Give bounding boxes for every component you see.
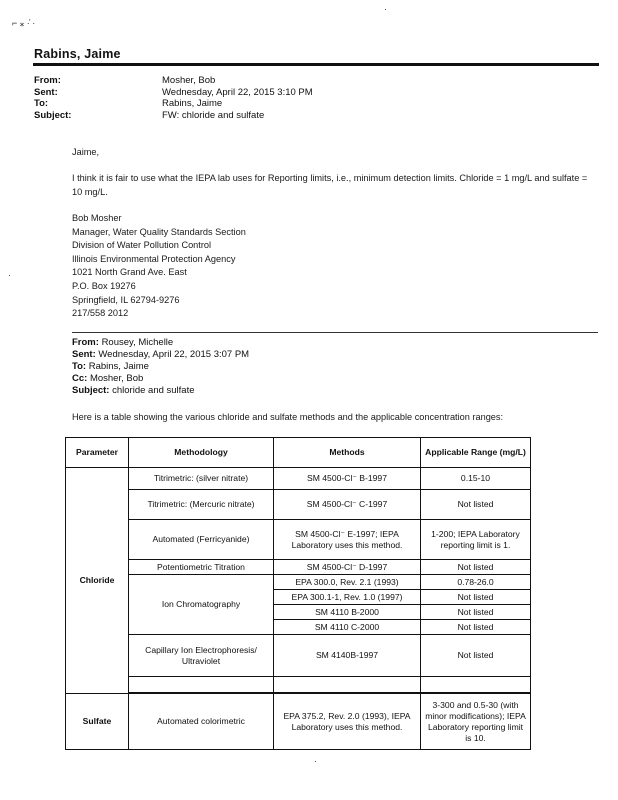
range-cell: 0.78-26.0 <box>421 575 531 590</box>
header-methods: Methods <box>274 438 421 468</box>
table-row <box>66 694 531 750</box>
range-cell: Not listed <box>421 560 531 575</box>
range-cell: Not listed <box>421 620 531 635</box>
fwd-cc-value: Mosher, Bob <box>89 373 144 384</box>
body-paragraph: I think it is fair to use what the IEPA lab uses for Reporting limits, i.e., minimum detection limits. Chloride = 1 mg/L and sulfate = 10 mg/L. <box>72 173 588 197</box>
chloride-parameter-cell: Chloride <box>66 468 129 694</box>
table-row <box>66 490 531 520</box>
from-label: From: <box>34 75 61 86</box>
table-row <box>66 575 531 590</box>
scan-speck: · <box>314 756 317 766</box>
table-row <box>66 468 531 490</box>
method-cell: SM 4110 B-2000 <box>274 605 421 620</box>
methodology-cell: Titrimetric: (Mercuric nitrate) <box>129 490 274 520</box>
from-value: Mosher, Bob <box>162 75 216 86</box>
subject-value: FW: chloride and sulfate <box>162 109 265 121</box>
signature-agency: Illinois Environmental Protection Agency <box>72 253 236 264</box>
methodology-cell: Automated (Ferricyanide) <box>129 520 274 560</box>
sent-value: Wednesday, April 22, 2015 3:10 PM <box>162 86 313 98</box>
fwd-sent-value: Wednesday, April 22, 2015 3:07 PM <box>98 349 250 360</box>
fwd-cc-label: Cc: <box>72 373 88 384</box>
header-methodology: Methodology <box>129 438 274 468</box>
signature-city: Springfield, IL 62794-9276 <box>72 294 180 305</box>
method-cell: SM 4500-Cl⁻ B-1997 <box>274 468 421 490</box>
sender-name: Rabins, Jaime <box>34 47 121 61</box>
forward-divider <box>72 332 598 333</box>
method-cell: SM 4110 C-2000 <box>274 620 421 635</box>
range-cell: 1-200; IEPA Laboratory reporting limit is 1. <box>421 520 531 560</box>
range-cell: 0.15-10 <box>421 468 531 490</box>
methods-table <box>65 437 531 750</box>
signature-phone: 217/558 2012 <box>72 308 129 319</box>
range-cell: Not listed <box>421 590 531 605</box>
to-value: Rabins, Jaime <box>162 98 223 109</box>
table-row <box>66 635 531 677</box>
scan-speck: · <box>8 270 11 280</box>
method-cell: SM 4140B-1997 <box>274 635 421 677</box>
methodology-cell: Potentiometric Titration <box>129 560 274 575</box>
method-cell: EPA 300.1-1, Rev. 1.0 (1997) <box>274 590 421 605</box>
fwd-sent-label: Sent: <box>72 349 96 360</box>
method-cell: SM 4500-Cl⁻ D-1997 <box>274 560 421 575</box>
scan-speck: · <box>384 4 387 14</box>
table-row <box>66 520 531 560</box>
method-cell: EPA 300.0, Rev. 2.1 (1993) <box>274 575 421 590</box>
ion-chromatography-cell: Ion Chromatography <box>129 575 274 635</box>
signature-block <box>72 212 246 321</box>
header-range: Applicable Range (mg/L) <box>421 438 531 468</box>
fwd-to-value: Rabins, Jaime <box>88 361 149 372</box>
fwd-subject-value: chloride and sulfate <box>112 385 195 396</box>
table-spacer-row <box>66 677 531 693</box>
range-cell: Not listed <box>421 635 531 677</box>
sent-label: Sent: <box>34 86 58 98</box>
table-header-row <box>66 438 531 468</box>
fwd-to-label: To: <box>72 361 87 372</box>
signature-street: 1021 North Grand Ave. East <box>72 267 187 278</box>
range-cell: 3-300 and 0.5-30 (with minor modifications); IEPA Laboratory reporting limit is 10. <box>421 694 531 750</box>
signature-title: Manager, Water Quality Standards Section <box>72 226 246 237</box>
to-label: To: <box>34 98 49 109</box>
method-cell: EPA 375.2, Rev. 2.0 (1993), IEPA Laboratory uses this method. <box>274 694 421 750</box>
range-cell: Not listed <box>421 605 531 620</box>
signature-pobox: P.O. Box 19276 <box>72 280 136 291</box>
method-cell: SM 4500-Cl⁻ E-1997; IEPA Laboratory uses this method. <box>274 520 421 560</box>
sulfate-parameter-cell: Sulfate <box>66 694 129 750</box>
signature-division: Division of Water Pollution Control <box>72 240 212 251</box>
fwd-subject-label: Subject: <box>72 385 110 396</box>
table-intro: Here is a table showing the various chloride and sulfate methods and the applicable concentration ranges: <box>72 412 504 422</box>
fwd-from-value: Rousey, Michelle <box>101 337 174 348</box>
methodology-cell: Automated colorimetric <box>129 694 274 750</box>
table-row <box>66 560 531 575</box>
range-cell: Not listed <box>421 490 531 520</box>
subject-label: Subject: <box>34 109 72 121</box>
method-cell: SM 4500-Cl⁻ C-1997 <box>274 490 421 520</box>
top-margin-mark: ⌐ ⁎ ·͐ · <box>12 18 36 28</box>
signature-name: Bob Mosher <box>72 213 122 223</box>
fwd-from-label: From: <box>72 337 99 348</box>
greeting: Jaime, <box>72 147 100 157</box>
forwarded-header <box>72 337 249 397</box>
header-rule <box>33 63 599 66</box>
methodology-cell: Capillary Ion Electrophoresis/ Ultraviolet <box>129 635 274 677</box>
header-parameter: Parameter <box>66 438 129 468</box>
methodology-cell: Titrimetric: (silver nitrate) <box>129 468 274 490</box>
